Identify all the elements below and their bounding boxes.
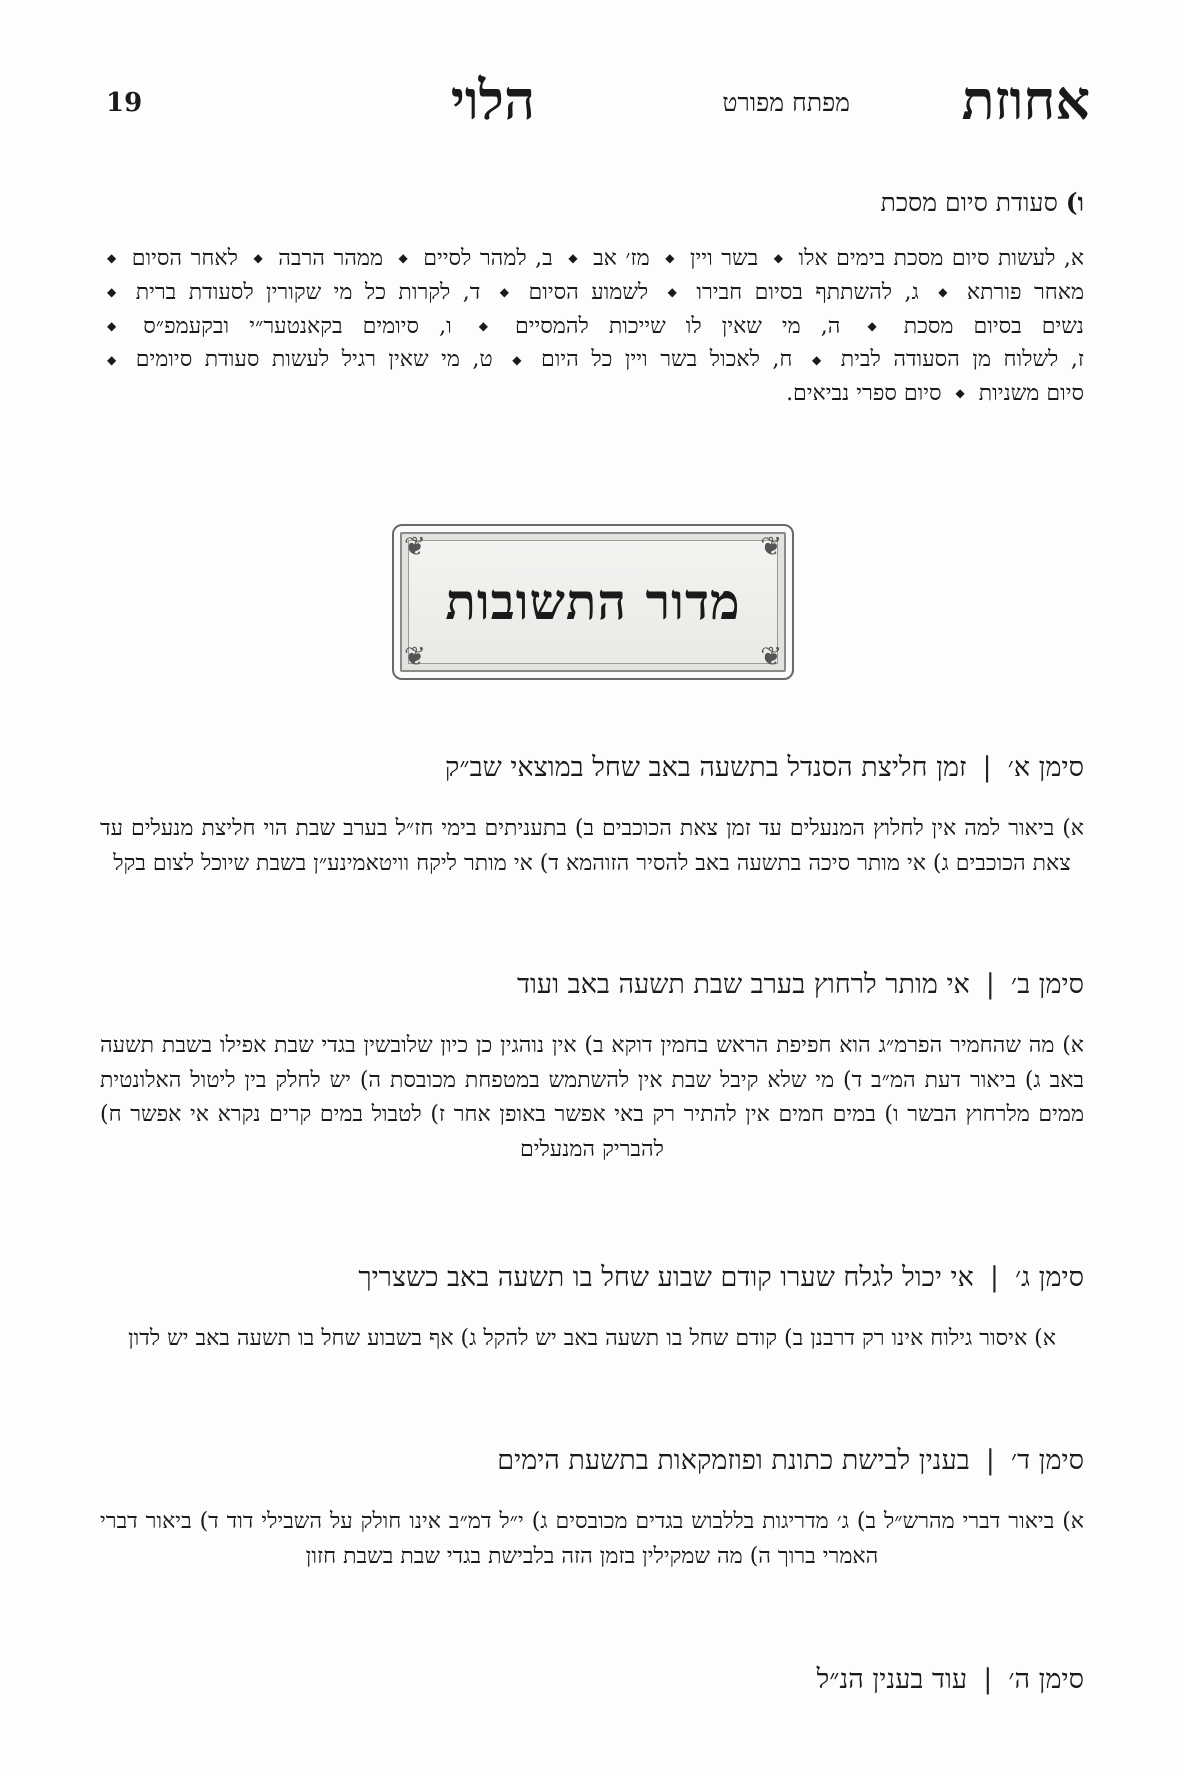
diamond-separator-icon: ◆: [398, 251, 408, 266]
section-item: ב, למהר לסיים: [423, 246, 553, 271]
section-item: לאחר הסיום: [131, 246, 238, 271]
diamond-separator-icon: ◆: [773, 251, 783, 266]
section-item: ט, מי שאין רגיל לעשות סעודת סיומים: [135, 347, 493, 373]
diamond-separator-icon: ◆: [938, 285, 948, 299]
section-item: בשר ויין: [689, 246, 759, 271]
siman-title: אי יכול לגלח שערו קודם שבוע שחל בו תשעה באב כשצריך: [358, 1262, 974, 1293]
diamond-separator-icon: ◆: [867, 318, 877, 333]
siman-label: סימן ה׳: [1008, 1664, 1084, 1695]
diamond-separator-icon: ◆: [667, 285, 677, 299]
siman-title: אי מותר לרחוץ בערב שבת תשעה באב ועוד: [517, 969, 970, 1000]
section-item: ה, מי שאין לו שייכות להמסיים: [515, 313, 841, 339]
divider: |: [982, 752, 992, 783]
diamond-separator-icon: ◆: [568, 251, 578, 266]
header-brand-left: הלוי: [450, 68, 535, 132]
diamond-separator-icon: ◆: [955, 386, 965, 401]
diamond-separator-icon: ◆: [253, 251, 263, 266]
section-title-frame: [392, 524, 794, 680]
siman-body: א) איסור גילוח אינו רק דרבנן ב) קודם שחל בו תשעה באב יש להקל ג) אף בשבוע שחל בו תשעה באב יש לדון: [128, 1326, 1056, 1351]
siman-heading: [100, 1258, 1084, 1298]
diamond-separator-icon: ◆: [478, 318, 488, 333]
divider: |: [983, 1664, 993, 1695]
section-item: ח, לאכול בשר ויין כל היום: [541, 347, 793, 373]
ornament-icon: ❦: [760, 532, 782, 562]
siman-5: [100, 1660, 1084, 1700]
diamond-separator-icon: ◆: [107, 352, 117, 367]
section-item: ג, להשתתף בסיום חבירו: [696, 279, 919, 305]
header-brand-right: אחוזת: [961, 68, 1090, 132]
siman-label: סימן ב׳: [1010, 969, 1084, 1000]
siman-2: [100, 965, 1084, 1167]
section-item: מאחר פורתא: [966, 279, 1085, 305]
siman-4: [100, 1441, 1084, 1574]
siman-heading: [100, 748, 1084, 788]
divider: |: [989, 1262, 999, 1293]
ornament-icon: ❦: [760, 642, 782, 672]
siman-heading: [100, 1441, 1084, 1481]
diamond-separator-icon: ◆: [665, 251, 675, 266]
siman-body: א) מה שהחמיר הפרמ״ג הוא חפיפת הראש בחמין דוקא ב) אין נוהגין כן כיון שלובשין בגדי שבת אפילו בשבת תשעה באב ג) ביאור דעת המ״ב ד) מי שלא קיבל שבת אין להשתמש במטפחת מכובסת ה) יש לחלק בין ליטול האלונטית ממים מלרחוץ הבשר ו) במים חמים אין להתיר רק באי אפשר באופן אחר ז) לטבול במים קרים נקרא אי אפשר ח) להבריק המנעלים: [100, 1033, 1084, 1162]
running-header: [100, 70, 1090, 140]
section-item: ו, סיומים בקאנטער״י ובקעמפ״ס: [143, 313, 452, 339]
diamond-separator-icon: ◆: [107, 318, 117, 333]
section-item: נשים בסיום מסכת: [903, 313, 1084, 339]
siman-1: [100, 748, 1084, 881]
divider: |: [985, 969, 995, 1000]
siman-3: [100, 1258, 1084, 1357]
siman-title: בענין לבישת כתונת ופוזמקאות בתשעת הימים: [497, 1445, 970, 1476]
diamond-separator-icon: ◆: [107, 251, 117, 266]
header-subtitle: מפתח מפורט: [722, 88, 850, 117]
section-item-list: [100, 242, 1084, 411]
siman-label: סימן ד׳: [1010, 1445, 1084, 1476]
section-heading: [100, 186, 1084, 220]
diamond-separator-icon: ◆: [512, 352, 522, 367]
section-item: ממהר הרבה: [278, 246, 383, 271]
diamond-separator-icon: ◆: [107, 285, 117, 299]
section-item: מז׳ אב: [593, 246, 650, 271]
section-title: סעודת סיום מסכת: [880, 188, 1058, 217]
siman-title: עוד בענין הנ״ל: [816, 1664, 968, 1695]
section-item: סיום משניות: [978, 381, 1084, 406]
siman-heading: [100, 1660, 1084, 1700]
ornament-icon: ❦: [404, 532, 426, 562]
frame-title: מדור התשובות: [445, 572, 741, 631]
section-item: ד, לקרות כל מי שקורין לסעודת ברית: [135, 279, 481, 305]
siman-label: סימן ג׳: [1014, 1262, 1084, 1293]
siman-heading: [100, 965, 1084, 1005]
ornament-icon: ❦: [404, 642, 426, 672]
divider: |: [985, 1445, 995, 1476]
siman-title: זמן חליצת הסנדל בתשעה באב שחל במוצאי שב״ק: [444, 752, 967, 783]
diamond-separator-icon: ◆: [811, 352, 822, 367]
diamond-separator-icon: ◆: [499, 285, 510, 299]
siman-body: א) ביאור דברי מהרש״ל ב) ג׳ מדריגות בללבוש בגדים מכובסים ג) י״ל דמ״ב אינו חולק על השבילי דוד ד) ביאור דברי האמרי ברוך ה) מה שמקילין בזמן הזה בלבישת בגדי שבת בשבת חזון: [100, 1509, 1084, 1569]
siman-body: א) ביאור למה אין לחלוץ המנעלים עד זמן צאת הכוכבים ב) בתעניתים בימי חז״ל בערב שבת הוי חליצת מנעלים עד צאת הכוכבים ג) אי מותר סיכה בתשעה באב להסיר הזוהמא ד) אי מותר ליקח וויטאמינע״ן בשבת שיוכל לצום בקל: [100, 816, 1084, 876]
section-item: ז, לשלוח מן הסעודה לבית: [840, 347, 1084, 373]
section-item: לשמוע הסיום: [528, 279, 649, 305]
section-mark: ו): [1065, 188, 1084, 217]
page-number: 19: [106, 88, 143, 118]
section-item: סיום ספרי נביאים.: [786, 381, 942, 406]
section-item: א, לעשות סיום מסכת בימים אלו: [798, 246, 1085, 271]
siman-label: סימן א׳: [1007, 752, 1084, 783]
